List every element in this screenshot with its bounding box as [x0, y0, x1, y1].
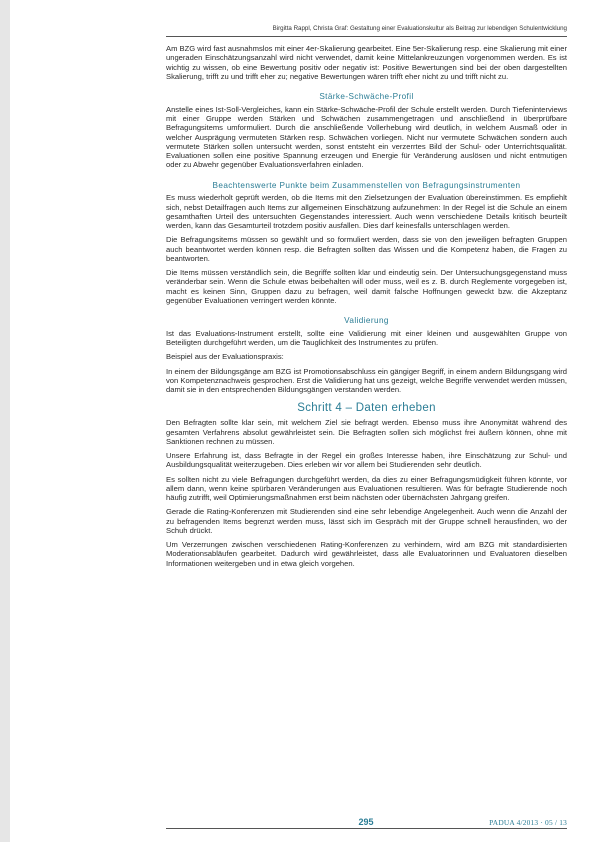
- paragraph-befragte-ziel: Den Befragten sollte klar sein, mit welchem Ziel sie befragt werden. Ebenso muss ihre Anonymität während des gesamten Verfahrens absolut gewährleistet sein. Die Befragten sollen sich möglichst frei äußern können, ohne mit Sanktionen rechnen zu müssen.: [166, 418, 567, 446]
- paragraph-erfahrung: Unsere Erfahrung ist, dass Befragte in der Regel ein großes Interesse haben, ihre Einschätzung zur Schul- und Ausbildungsqualität weiterzugeben. Dies erleben wir vor allem bei Studierenden sehr deutlich.: [166, 451, 567, 470]
- journal-name: PADUA 4/2013 · 05 / 13: [489, 818, 567, 827]
- heading-staerke-schwaeche: Stärke-Schwäche-Profil: [319, 92, 414, 101]
- paragraph-beispiel: In einem der Bildungsgänge am BZG ist Promotionsabschluss ein gängiger Begriff, in einem andern Bildungsgang wird von Kompetenznachweis gesprochen. Erst die Validierung hat uns gezeigt, welche Begriffe verwendet werden müssen, damit sie in den entsprechenden Bildungsgängen verstanden werden.: [166, 366, 567, 395]
- article-body: [166, 44, 567, 573]
- paragraph-validierung: Ist das Evaluations-Instrument erstellt, sollte eine Validierung mit einer kleinen und ausgewählten Gruppe von Beteiligten durchgeführt werden, um die Tauglichkeit des Instrumentes zu prüfen.: [166, 328, 567, 348]
- left-margin-strip: [0, 0, 10, 842]
- heading-schritt-4: Schritt 4 – Daten erheben: [297, 402, 436, 415]
- page-number: 295: [358, 817, 374, 827]
- paragraph-befragungsitems: Die Befragungsitems müssen so gewählt und so formuliert werden, dass sie von den jeweiligen befragten Gruppen auch beantwortet werden können resp. die Befragten sollten das Wissen und die Kompetenz haben, die Fragen zu beantworten.: [166, 235, 567, 263]
- paragraph-befragungsmuedigkeit: Es sollten nicht zu viele Befragungen durchgeführt werden, da dies zu einer Befragungsmüdigkeit führen könnte, vor allem dann, wenn keine spürbaren Veränderungen aus Evaluationen resultieren. Was für befragte Studierende noch häufig zutrifft, weil Optimierungsmaßnahmen erst beim nächsten oder übernächsten Jahrgang greifen.: [166, 474, 567, 503]
- paragraph-moderation: Um Verzerrungen zwischen verschiedenen Rating-Konferenzen zu verhindern, wird am BZG mit standardisierten Moderationsabläufen gearbeitet. Dadurch wird gewährleistet, dass alle Evaluatorinnen und Evaluatoren dieselben Informationen weitergeben und in etwa gleich vorgehen.: [166, 540, 567, 568]
- running-head: Birgitta Rappl, Christa Graf: Gestaltung einer Evaluationskultur als Beitrag zur lebendigen Schulentwicklung: [272, 25, 567, 32]
- heading-validierung: Validierung: [344, 316, 389, 326]
- header-rule: [166, 36, 567, 37]
- paragraph-zielsetzungen: Es muss wiederholt geprüft werden, ob die Items mit den Zielsetzungen der Evaluation übereinstimmen. Es empfiehlt sich, nebst Detailfragen auch Items zur allgemeinen Einschätzung aufzunehmen: In der Regel ist die Schule an einem gesamthaften Urteil des untersuchten Gegenstandes interessiert. Auch wenn verschiedene Details kritisch beurteilt werden, kann das Gesamturteil trotzdem positiv ausfallen. Dies darf keinesfalls unterschlagen werden.: [166, 193, 567, 231]
- heading-beachtenswerte-punkte: Beachtenswerte Punkte beim Zusammenstellen von Befragungsinstrumenten: [212, 180, 521, 190]
- paragraph-rating-konferenzen: Gerade die Rating-Konferenzen mit Studierenden sind eine sehr lebendige Angelegenheit. Auch wenn die Anzahl der zu befragenden Items begrenzt werden muss, lässt sich im Gespräch mit der Gruppe schnell herausfinden, wo der Schuh drückt.: [166, 507, 567, 535]
- paragraph-profil: Anstelle eines Ist-Soll-Vergleiches, kann ein Stärke-Schwäche-Profil der Schule erstellt werden. Durch Tiefeninterviews mit einer Gruppe werden Stärken und Schwächen zusammengetragen und anschließend in überprüfbare Befragungsitems umformuliert. Durch die anschließende Vollerhebung wird deutlich, in welchem Ausmaß oder in welcher Ausprägung vermuteten Stärken resp. Schwächen vorliegen. Nicht nur vermutete Schwächen sondern auch vermutete Stärken sollen untersucht werden, sonst entsteht ein verzerrtes Bild der Schul- oder Unterrichtsqualität. Evaluationen sollen eine positive Spannung erzeugen und Energie für Veränderung auslösen und nicht entmutigen oder zu Abwehr gegenüber Evaluationsverfahren einladen.: [166, 104, 567, 170]
- paragraph-beispiel-label: Beispiel aus der Evaluationspraxis:: [166, 352, 284, 362]
- paragraph-skalierung: Am BZG wird fast ausnahmslos mit einer 4er-Skalierung gearbeitet. Eine 5er-Skalierung resp. eine Skalierung mit einer ungeraden Einschätzungsanzahl wird nicht verwendet, damit keine Mittelankreuzungen vorgenommen werden. Es ist wichtig zu wissen, ob eine Bewertung positiv oder negativ ist: Positive Bewertungen sind bei der oben dargestellten Skalierung, trifft zu und trifft eher zu; negative Bewertungen wären trifft eher nicht zu und trifft nicht zu.: [166, 44, 567, 81]
- paragraph-verstaendlichkeit: Die Items müssen verständlich sein, die Begriffe sollten klar und eindeutig sein. Der Untersuchungsgegenstand muss veränderbar sein. Wenn die Schule etwas beibehalten will oder muss, weil es z. B. durch Reglemente vorgegeben ist, macht es keinen Sinn, Gruppen dazu zu befragen, weil damit falsche Hoffnungen geweckt bzw. die Akzeptanz gegenüber Evaluationen verringert werden könnte.: [166, 268, 567, 305]
- footer-rule: [166, 828, 567, 829]
